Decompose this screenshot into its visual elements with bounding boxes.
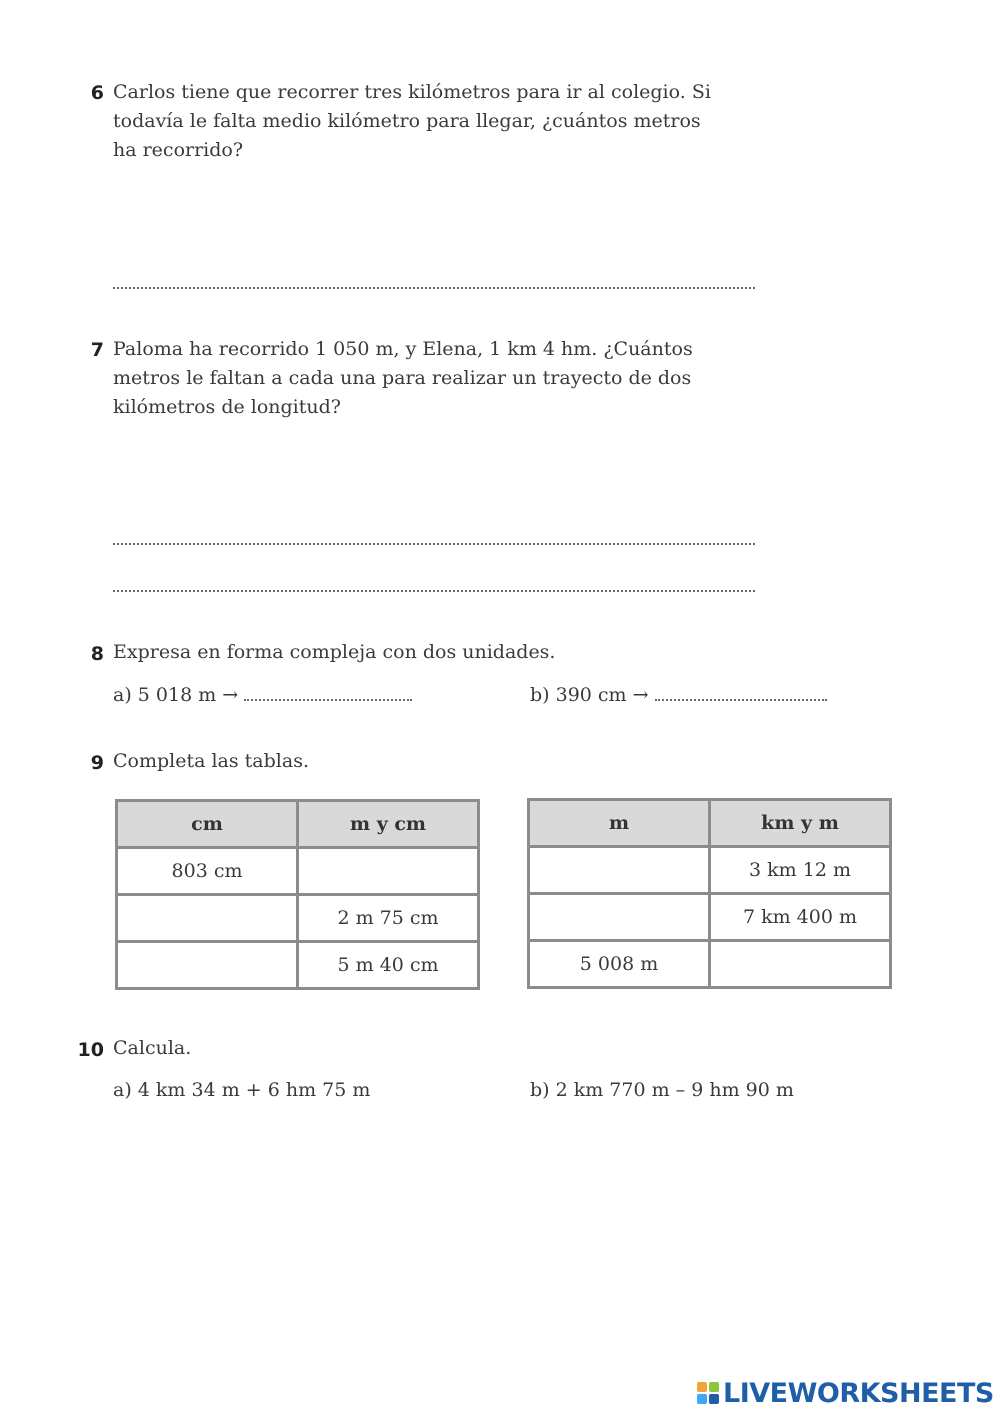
exercise-10-prompt: Calcula.: [113, 1037, 192, 1059]
exercise-8-number: 8: [90, 643, 104, 665]
logo-square: [697, 1382, 707, 1392]
liveworksheets-logo: [697, 1377, 994, 1409]
exercise-8-a-answer[interactable]: [244, 698, 412, 701]
m-conversion-table: [527, 798, 892, 989]
table-header: m: [529, 800, 710, 847]
exercise-8-a-label: a) 5 018 m →: [113, 684, 239, 706]
cm-conversion-table: [115, 799, 480, 990]
exercise-9-prompt: Completa las tablas.: [113, 750, 309, 772]
exercise-6-line: Carlos tiene que recorrer tres kilómetros para ir al colegio. Si: [113, 81, 711, 103]
exercise-10-number: 10: [77, 1039, 104, 1061]
exercise-6-number: 6: [90, 82, 104, 104]
table-cell: 7 km 400 m: [710, 894, 891, 941]
exercise-7-line: metros le faltan a cada una para realizar un trayecto de dos: [113, 367, 692, 389]
table-answer-cell[interactable]: [117, 942, 298, 989]
exercise-8-b: [530, 684, 827, 706]
liveworksheets-logo-icon: [697, 1382, 719, 1404]
table-cell: 803 cm: [117, 848, 298, 895]
table-answer-cell[interactable]: [529, 894, 710, 941]
table-cell: 5 m 40 cm: [298, 942, 479, 989]
table-answer-cell[interactable]: [710, 941, 891, 988]
exercise-8-a: [113, 684, 412, 706]
exercise-8-b-label: b) 390 cm →: [530, 684, 649, 706]
exercise-6-line: ha recorrido?: [113, 139, 244, 161]
logo-square: [709, 1394, 719, 1404]
table-header: m y cm: [298, 801, 479, 848]
table-header: cm: [117, 801, 298, 848]
table-answer-cell[interactable]: [298, 848, 479, 895]
exercise-8-prompt: Expresa en forma compleja con dos unidades.: [113, 641, 556, 663]
logo-square: [697, 1394, 707, 1404]
exercise-7-answer-line[interactable]: [113, 590, 755, 592]
exercise-9-number: 9: [90, 752, 104, 774]
table-cell: 3 km 12 m: [710, 847, 891, 894]
table-answer-cell[interactable]: [529, 847, 710, 894]
table-header: km y m: [710, 800, 891, 847]
exercise-6-line: todavía le falta medio kilómetro para llegar, ¿cuántos metros: [113, 110, 701, 132]
exercise-8-b-answer[interactable]: [655, 698, 827, 701]
exercise-6-question: [113, 78, 747, 165]
table-answer-cell[interactable]: [117, 895, 298, 942]
exercise-7-question: [113, 335, 747, 422]
exercise-6-answer-line[interactable]: [113, 287, 755, 289]
logo-square: [709, 1382, 719, 1392]
exercise-7-line: Paloma ha recorrido 1 050 m, y Elena, 1 km 4 hm. ¿Cuántos: [113, 338, 693, 360]
exercise-10-b: b) 2 km 770 m – 9 hm 90 m: [530, 1079, 794, 1101]
exercise-7-line: kilómetros de longitud?: [113, 396, 341, 418]
exercise-7-number: 7: [90, 339, 104, 361]
exercise-10-a: a) 4 km 34 m + 6 hm 75 m: [113, 1079, 371, 1101]
liveworksheets-logo-text: LIVEWORKSHEETS: [723, 1377, 994, 1409]
table-cell: 2 m 75 cm: [298, 895, 479, 942]
exercise-7-answer-line[interactable]: [113, 543, 755, 545]
table-cell: 5 008 m: [529, 941, 710, 988]
